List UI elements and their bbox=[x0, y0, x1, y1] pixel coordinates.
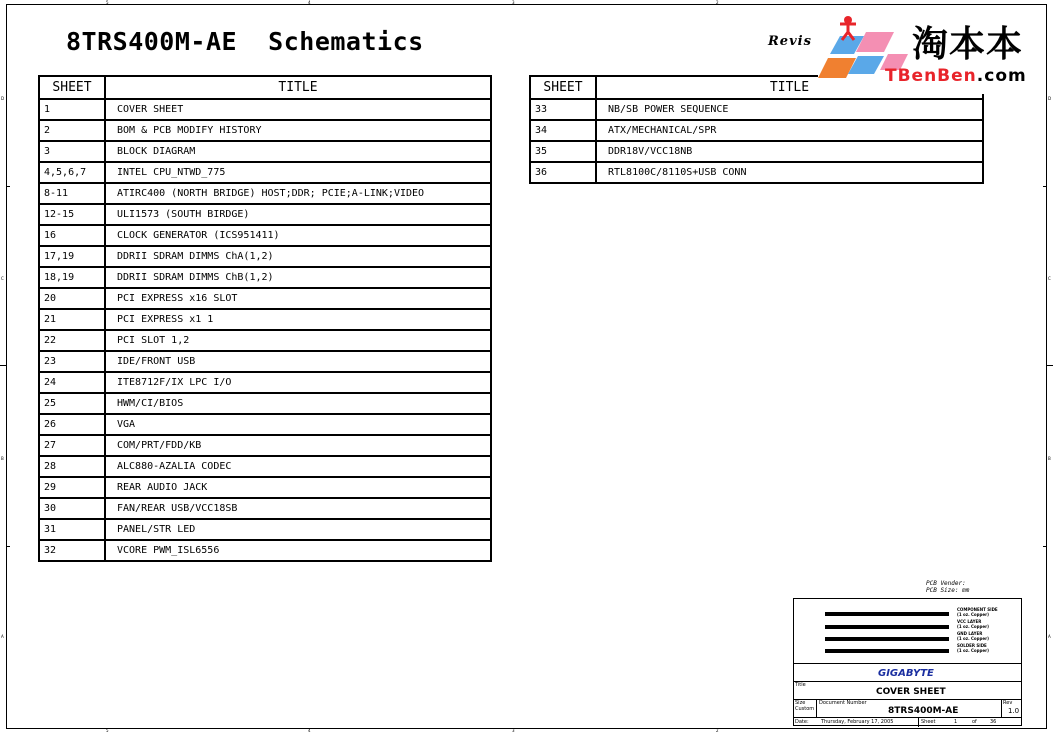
sheet-title-cell: COM/PRT/FDD/KB bbox=[105, 435, 491, 456]
layer-label bbox=[957, 607, 998, 617]
title-column-header: TITLE bbox=[596, 76, 983, 99]
sheet-number-cell: 35 bbox=[530, 141, 596, 162]
sheet-number-cell: 18,19 bbox=[39, 267, 105, 288]
sheet-column-header: SHEET bbox=[530, 76, 596, 99]
zone-label-top: 4 bbox=[308, 0, 311, 5]
zone-label-side: D bbox=[1, 96, 5, 101]
table-row bbox=[39, 288, 491, 309]
table-row bbox=[39, 477, 491, 498]
sheet-title-cell: ATIRC400 (NORTH BRIDGE) HOST;DDR; PCIE;A-LINK;VIDEO bbox=[105, 183, 491, 204]
table-row bbox=[39, 519, 491, 540]
sheet-title-cell: PCI SLOT 1,2 bbox=[105, 330, 491, 351]
sheet-number-cell: 33 bbox=[530, 99, 596, 120]
table-row bbox=[530, 162, 983, 183]
layer-bar bbox=[825, 649, 949, 653]
sheet-title-cell: ITE8712F/IX LPC I/O bbox=[105, 372, 491, 393]
sheet-number-cell: 30 bbox=[39, 498, 105, 519]
table-row bbox=[39, 99, 491, 120]
page-title: 8TRS400M-AE Schematics bbox=[66, 27, 424, 56]
revision-label: Revis bbox=[768, 34, 812, 49]
size-label: Size bbox=[795, 700, 806, 706]
table-row bbox=[530, 120, 983, 141]
table-header-row bbox=[39, 76, 491, 99]
table-row bbox=[39, 393, 491, 414]
zone-label-bottom: 4 bbox=[308, 728, 311, 733]
zone-label-side: B bbox=[1048, 456, 1051, 461]
table-row bbox=[39, 225, 491, 246]
sheet-number-cell: 3 bbox=[39, 141, 105, 162]
sheet-index-body-right bbox=[530, 99, 983, 183]
pcb-size: PCB Size: mm bbox=[926, 587, 970, 594]
sheet-title-cell: INTEL CPU_NTWD_775 bbox=[105, 162, 491, 183]
layer-label bbox=[957, 619, 989, 629]
sheet-title-cell: ATX/MECHANICAL/SPR bbox=[596, 120, 983, 141]
sheet-title-cell: ULI1573 (SOUTH BIRDGE) bbox=[105, 204, 491, 225]
of-label: of bbox=[972, 719, 977, 725]
watermark-chinese-text: 淘本本 bbox=[912, 24, 1024, 65]
table-row bbox=[530, 141, 983, 162]
document-number: 8TRS400M-AE bbox=[888, 706, 959, 716]
table-row bbox=[39, 456, 491, 477]
layer-copper: (1 oz. Copper) bbox=[957, 612, 989, 617]
title-block-rule bbox=[794, 681, 1021, 682]
layer-copper: (1 oz. Copper) bbox=[957, 636, 989, 641]
rev-label: Rev bbox=[1003, 700, 1013, 706]
sheet-title-cell: DDRII SDRAM DIMMS ChB(1,2) bbox=[105, 267, 491, 288]
table-row bbox=[39, 498, 491, 519]
layer-bar bbox=[825, 637, 949, 641]
layer-copper: (1 oz. Copper) bbox=[957, 648, 989, 653]
layer-name: SOLDER SIDE bbox=[957, 643, 987, 648]
zone-tick bbox=[1043, 186, 1047, 187]
zone-tick bbox=[1047, 365, 1053, 366]
title-column-header: TITLE bbox=[105, 76, 491, 99]
sheet-number-cell: 22 bbox=[39, 330, 105, 351]
zone-tick bbox=[6, 186, 10, 187]
layer-name: COMPONENT SIDE bbox=[957, 607, 998, 612]
layer-name: VCC LAYER bbox=[957, 619, 982, 624]
sheet-title-cell: NB/SB POWER SEQUENCE bbox=[596, 99, 983, 120]
sheet-label: Sheet bbox=[921, 719, 936, 725]
watermark-site-text bbox=[885, 66, 1027, 86]
title-block-rule bbox=[918, 717, 919, 727]
sheet-title-cell: PANEL/STR LED bbox=[105, 519, 491, 540]
zone-label-bottom: 2 bbox=[716, 728, 719, 733]
zone-label-side: C bbox=[1, 276, 4, 281]
layer-bar bbox=[825, 625, 949, 629]
table-row bbox=[39, 414, 491, 435]
sheet-title-cell: COVER SHEET bbox=[105, 99, 491, 120]
sheet-number-cell: 34 bbox=[530, 120, 596, 141]
sheet-number-cell: 36 bbox=[530, 162, 596, 183]
table-row bbox=[39, 141, 491, 162]
zone-tick bbox=[1043, 546, 1047, 547]
sheet-number-cell: 12-15 bbox=[39, 204, 105, 225]
zone-label-bottom: 3 bbox=[512, 728, 515, 733]
pcb-info bbox=[926, 580, 969, 594]
sheet-title-cell: BLOCK DIAGRAM bbox=[105, 141, 491, 162]
pcb-vendor: PCB Vender: bbox=[926, 580, 966, 587]
sheet-title-cell: VCORE PWM_ISL6556 bbox=[105, 540, 491, 561]
date-label: Date: bbox=[795, 719, 809, 725]
docnum-label: Document Number bbox=[819, 700, 867, 706]
table-row bbox=[39, 435, 491, 456]
sheet-title-cell: REAR AUDIO JACK bbox=[105, 477, 491, 498]
sheet-number-cell: 24 bbox=[39, 372, 105, 393]
sheet-total: 36 bbox=[990, 719, 997, 725]
sheet-number-cell: 21 bbox=[39, 309, 105, 330]
zone-label-top: 5 bbox=[106, 0, 109, 5]
date-value: Thursday, February 17, 2005 bbox=[821, 719, 894, 725]
sheet-title-cell: ALC880-AZALIA CODEC bbox=[105, 456, 491, 477]
sheet-number-cell: 32 bbox=[39, 540, 105, 561]
zone-label-top: 2 bbox=[716, 0, 719, 5]
zone-label-top: 3 bbox=[512, 0, 515, 5]
sheet-title-cell: VGA bbox=[105, 414, 491, 435]
table-row bbox=[39, 204, 491, 225]
table-row bbox=[530, 99, 983, 120]
sheet-number-cell: 4,5,6,7 bbox=[39, 162, 105, 183]
table-row bbox=[39, 372, 491, 393]
sheet-number-cell: 1 bbox=[39, 99, 105, 120]
title-label: Title bbox=[795, 682, 806, 688]
rev-value: 1.0 bbox=[1008, 707, 1020, 715]
sheet-index-table-left bbox=[38, 75, 492, 562]
size-value: Custom bbox=[795, 706, 815, 712]
sheet-number-cell: 29 bbox=[39, 477, 105, 498]
sheet-title-cell: CLOCK GENERATOR (ICS951411) bbox=[105, 225, 491, 246]
sheet-number-cell: 27 bbox=[39, 435, 105, 456]
sheet-number-cell: 23 bbox=[39, 351, 105, 372]
sheet-number-cell: 31 bbox=[39, 519, 105, 540]
zone-label-side: A bbox=[1048, 634, 1051, 639]
sheet-index-body-left bbox=[39, 99, 491, 561]
table-row bbox=[39, 330, 491, 351]
watermark-site-red: TBenBen bbox=[885, 66, 977, 86]
sheet-title-cell: FAN/REAR USB/VCC18SB bbox=[105, 498, 491, 519]
table-row bbox=[39, 540, 491, 561]
sheet-column-header: SHEET bbox=[39, 76, 105, 99]
sheet-number-cell: 16 bbox=[39, 225, 105, 246]
zone-tick bbox=[6, 546, 10, 547]
sheet-number-cell: 20 bbox=[39, 288, 105, 309]
sheet-title-cell: IDE/FRONT USB bbox=[105, 351, 491, 372]
sheet-title-cell: HWM/CI/BIOS bbox=[105, 393, 491, 414]
layer-name: GND LAYER bbox=[957, 631, 983, 636]
company-logo: GIGABYTE bbox=[878, 668, 934, 679]
sheet-title-cell: PCI EXPRESS x16 SLOT bbox=[105, 288, 491, 309]
table-row bbox=[39, 162, 491, 183]
title-block-rule bbox=[794, 663, 1021, 664]
zone-label-bottom: 5 bbox=[106, 728, 109, 733]
layer-label bbox=[957, 643, 989, 653]
table-row bbox=[39, 351, 491, 372]
title-block-rule bbox=[1001, 699, 1002, 717]
sheet-title-cell: RTL8100C/8110S+USB CONN bbox=[596, 162, 983, 183]
layer-bar bbox=[825, 612, 949, 616]
sheet-number: 1 bbox=[954, 719, 958, 725]
title-block bbox=[793, 598, 1022, 726]
sheet-number-cell: 26 bbox=[39, 414, 105, 435]
sheet-number-cell: 28 bbox=[39, 456, 105, 477]
zone-label-side: D bbox=[1048, 96, 1052, 101]
table-row bbox=[39, 183, 491, 204]
table-row bbox=[39, 309, 491, 330]
table-row bbox=[39, 120, 491, 141]
title-block-rule bbox=[816, 699, 817, 717]
sheet-title-cell: PCI EXPRESS x1 1 bbox=[105, 309, 491, 330]
layer-label bbox=[957, 631, 989, 641]
zone-label-side: C bbox=[1048, 276, 1051, 281]
table-row bbox=[39, 246, 491, 267]
table-row bbox=[39, 267, 491, 288]
zone-label-side: B bbox=[1, 456, 4, 461]
sheet-number-cell: 25 bbox=[39, 393, 105, 414]
sheet-number-cell: 8-11 bbox=[39, 183, 105, 204]
title-block-rule bbox=[794, 717, 1021, 718]
sheet-title-cell: DDRII SDRAM DIMMS ChA(1,2) bbox=[105, 246, 491, 267]
sheet-title-cell: DDR18V/VCC18NB bbox=[596, 141, 983, 162]
layer-copper: (1 oz. Copper) bbox=[957, 624, 989, 629]
zone-tick bbox=[0, 365, 6, 366]
sheet-title-cell: BOM & PCB MODIFY HISTORY bbox=[105, 120, 491, 141]
watermark-site-black: .com bbox=[976, 66, 1027, 86]
zone-label-side: A bbox=[1, 634, 4, 639]
sheet-number-cell: 2 bbox=[39, 120, 105, 141]
sheet-number-cell: 17,19 bbox=[39, 246, 105, 267]
sheet-title: COVER SHEET bbox=[876, 687, 946, 697]
